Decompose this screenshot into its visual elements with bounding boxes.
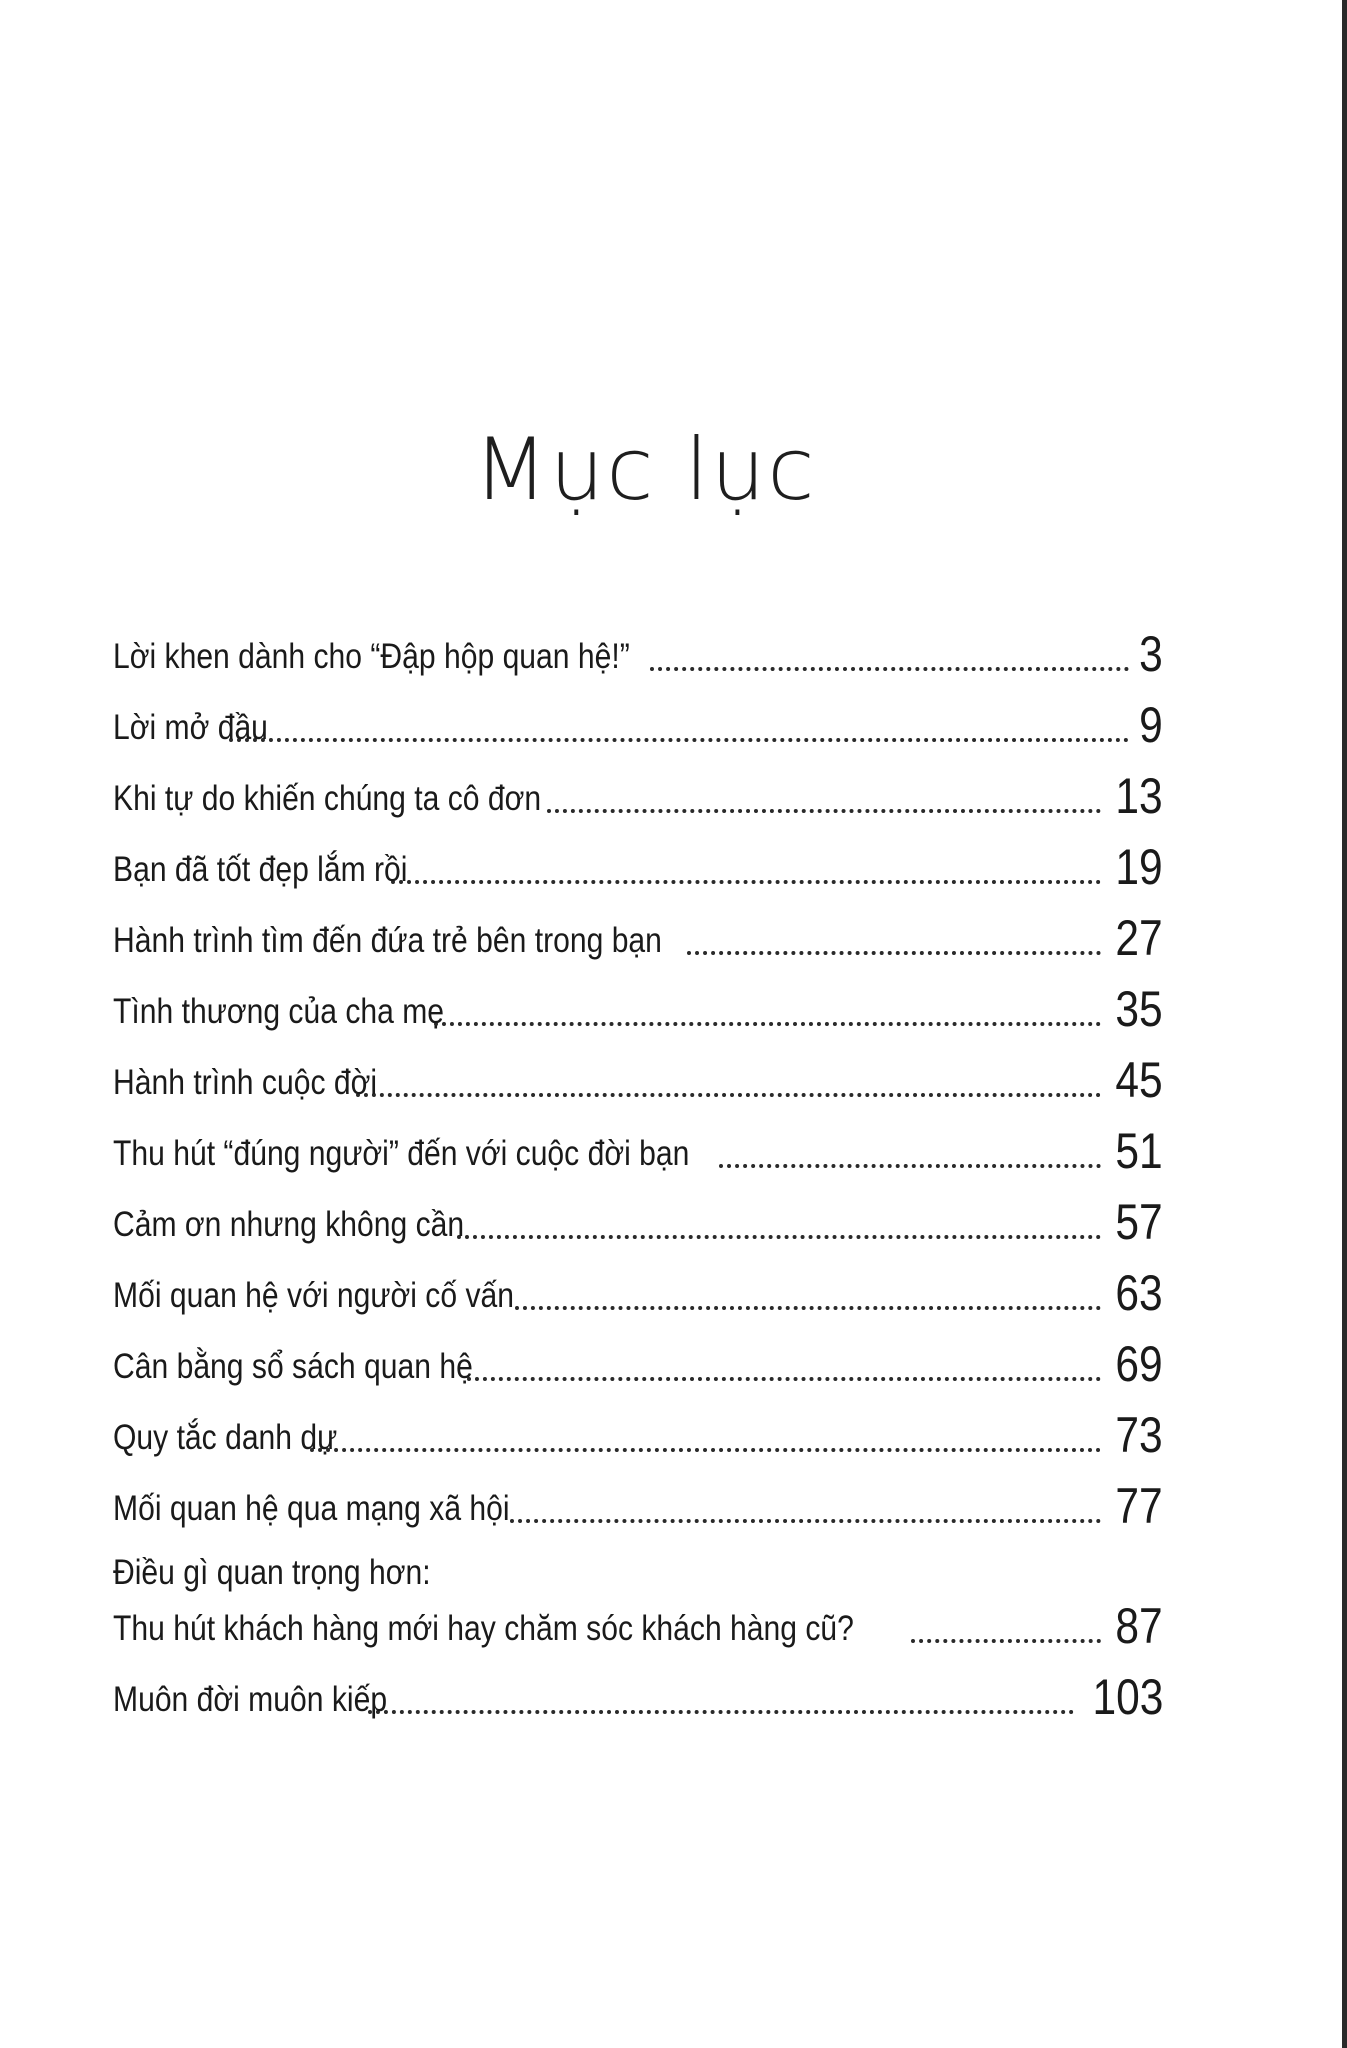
toc-page-number: 3 <box>1139 626 1163 682</box>
toc-entry-title: Khi tự do khiến chúng ta cô đơn <box>113 779 542 818</box>
toc-entry <box>113 825 1163 896</box>
toc-entry <box>113 967 1163 1038</box>
toc-page-number: 63 <box>1115 1265 1163 1321</box>
toc-entry-title: Quy tắc danh dự <box>113 1418 338 1457</box>
dot-leader <box>719 1163 1101 1168</box>
dot-leader <box>515 1305 1101 1310</box>
toc-entry <box>113 1251 1163 1322</box>
toc-entry-title: Hành trình tìm đến đứa trẻ bên trong bạn <box>113 921 662 960</box>
toc-page-number: 87 <box>1115 1598 1163 1654</box>
toc-page-number: 77 <box>1115 1478 1163 1534</box>
dot-leader <box>457 1234 1101 1239</box>
toc-page-number: 35 <box>1115 981 1163 1037</box>
toc-page-number: 45 <box>1115 1052 1163 1108</box>
toc-entry <box>113 1038 1163 1109</box>
toc-entry <box>113 1322 1163 1393</box>
toc-entry <box>113 896 1163 967</box>
dot-leader <box>911 1638 1102 1643</box>
toc-page-number: 13 <box>1115 768 1163 824</box>
toc-entry-title: Mối quan hệ với người cố vấn <box>113 1276 514 1315</box>
dot-leader <box>547 808 1102 813</box>
page-edge-shadow <box>1342 0 1347 2048</box>
toc-entry <box>113 1535 1163 1655</box>
dot-leader <box>356 1092 1101 1097</box>
toc-entry-title-line2: Thu hút khách hàng mới hay chăm sóc khách hàng cũ? <box>113 1609 854 1648</box>
toc-entry <box>113 1655 1163 1726</box>
table-of-contents <box>113 612 1163 1726</box>
toc-entry-title: Muôn đời muôn kiếp <box>113 1680 388 1719</box>
toc-entry-second-line <box>113 1598 1163 1655</box>
toc-entry-title: Bạn đã tốt đẹp lắm rồi <box>113 850 408 889</box>
dot-leader <box>467 1376 1101 1381</box>
toc-entry-title: Lời mở đầu <box>113 708 268 747</box>
toc-entry <box>113 754 1163 825</box>
toc-page-number: 69 <box>1115 1336 1163 1392</box>
toc-entry-title: Cảm ơn nhưng không cần <box>113 1205 465 1244</box>
dot-leader <box>310 1447 1102 1452</box>
toc-entry-title: Mối quan hệ qua mạng xã hội <box>113 1489 510 1528</box>
toc-entry <box>113 1393 1163 1464</box>
toc-entry <box>113 1464 1163 1535</box>
toc-page-number: 103 <box>1092 1669 1163 1725</box>
toc-page-number: 19 <box>1115 839 1163 895</box>
toc-entry-title-line1: Điều gì quan trọng hơn: <box>113 1553 431 1592</box>
toc-entry-title: Thu hút “đúng người” đến với cuộc đời bạn <box>113 1134 690 1173</box>
toc-entry-title: Hành trình cuộc đời <box>113 1063 378 1102</box>
dot-leader <box>650 666 1129 671</box>
toc-page-number: 27 <box>1115 910 1163 966</box>
dot-leader <box>510 1518 1101 1523</box>
toc-entry <box>113 612 1163 683</box>
dot-leader <box>229 737 1129 742</box>
toc-entry-title: Lời khen dành cho “Đập hộp quan hệ!” <box>113 637 630 676</box>
toc-entry <box>113 683 1163 754</box>
toc-page-number: 9 <box>1139 697 1163 753</box>
dot-leader <box>687 950 1101 955</box>
page-title: Mục lục <box>473 419 817 520</box>
dot-leader <box>368 1709 1074 1714</box>
toc-page-number: 73 <box>1115 1407 1163 1463</box>
toc-entry-title: Tình thương của cha mẹ <box>113 992 445 1031</box>
dot-leader <box>391 879 1101 884</box>
toc-entry <box>113 1180 1163 1251</box>
dot-leader <box>434 1021 1101 1026</box>
toc-entry <box>113 1109 1163 1180</box>
toc-page-number: 57 <box>1115 1194 1163 1250</box>
toc-page-number: 51 <box>1115 1123 1163 1179</box>
toc-entry-title: Cân bằng sổ sách quan hệ <box>113 1347 473 1386</box>
